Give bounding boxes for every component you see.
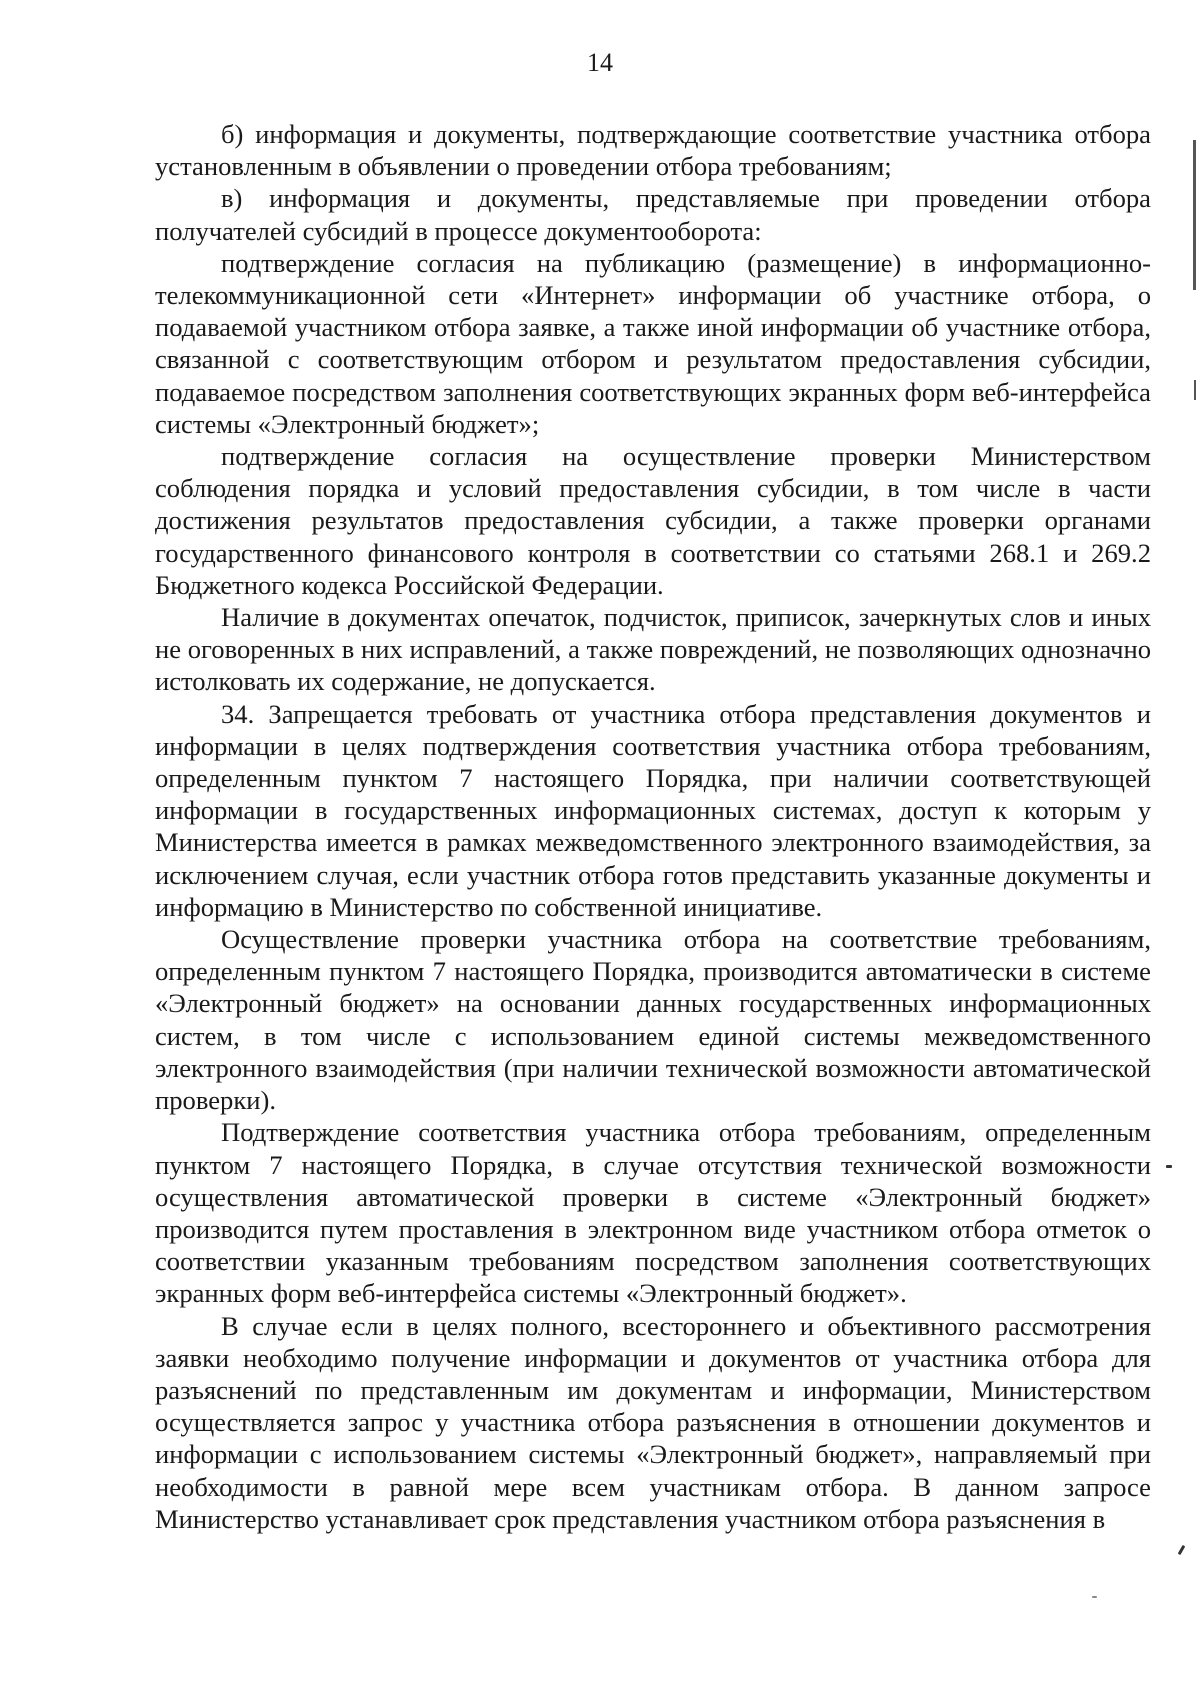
paragraph-item-34: 34. Запрещается требовать от участника отбора представления документов и информации в целях подтверждения соответствия участника отбора требованиям, определенным пунктом 7 настоящего Порядка, при наличии соответствующей информации в государственных информационных системах, доступ к которым у Министерства имеется в рамках межведомственного электронного взаимодействия, за исключением случая, если участник отбора готов представить указанные документы и информацию в Министерство по собственной инициативе. — [155, 698, 1151, 922]
paragraph-inspection-consent: подтверждение согласия на осуществление проверки Министерством соблюдения порядка и условий предоставления субсидии, в том числе в части достижения результатов предоставления субсидии, а также проверки органами государственного финансового контроля в соответствии со статьями 268.1 и 269.2 Бюджетного кодекса Российской Федерации. — [155, 441, 1151, 600]
scan-speck — [1092, 1596, 1097, 1598]
scan-edge-mark — [1193, 140, 1196, 290]
paragraph-item-v: в) информация и документы, представляемые при проведении отбора получателей субсидий в процессе документооборота: — [155, 183, 1151, 246]
paragraph-item-b: б) информация и документы, подтверждающие соответствие участника отбора установленным в объявлении о проведении отбора требованиям; — [155, 119, 1151, 182]
document-body — [155, 118, 1151, 1535]
paragraph-automatic-check: Осуществление проверки участника отбора на соответствие требованиям, определенным пунктом 7 настоящего Порядка, производится автоматически в системе «Электронный бюджет» на основании данных государственных информационных систем, в том числе с использованием единой системы межведомственного электронного взаимодействия (при наличии технической возможности автоматической проверки). — [155, 924, 1151, 1116]
paragraph-manual-confirmation: Подтверждение соответствия участника отбора требованиям, определенным пунктом 7 настоящего Порядка, в случае отсутствия технической возможности осуществления автоматической проверки в системе «Электронный бюджет» производится путем проставления в электронном виде участником отбора отметок о соответствии указанным требованиям посредством заполнения соответствующих экранных форм веб-интерфейса системы «Электронный бюджет». — [155, 1117, 1151, 1309]
scan-edge-mark — [1194, 380, 1196, 400]
scan-speck — [1166, 1165, 1172, 1168]
page-number: 14 — [587, 48, 613, 77]
paragraph-no-corrections: Наличие в документах опечаток, подчисток, приписок, зачеркнутых слов и иных не оговоренных в них исправлений, а также повреждений, не позволяющих однозначно истолковать их содержание, не допускается. — [155, 602, 1151, 697]
paragraph-clarification-request: В случае если в целях полного, всестороннего и объективного рассмотрения заявки необходимо получение информации и документов от участника отбора для разъяснений по представленным им документам и информации, Министерством осуществляется запрос у участника отбора разъяснения в отношении документов и информации с использованием системы «Электронный бюджет», направляемый при необходимости в равной мере всем участникам отбора. В данном запросе Министерство устанавливает срок представления участником отбора разъяснения в — [155, 1310, 1151, 1534]
paragraph-publication-consent: подтверждение согласия на публикацию (размещение) в информационно-телекоммуникационной сети «Интернет» информации об участнике отбора, о подаваемой участником отбора заявке, а также иной информации об участнике отбора, связанной с соответствующим отбором и результатом предоставления субсидии, подаваемое посредством заполнения соответствующих экранных форм веб-интерфейса системы «Электронный бюджет»; — [155, 247, 1151, 439]
scan-speck — [1178, 1545, 1186, 1555]
